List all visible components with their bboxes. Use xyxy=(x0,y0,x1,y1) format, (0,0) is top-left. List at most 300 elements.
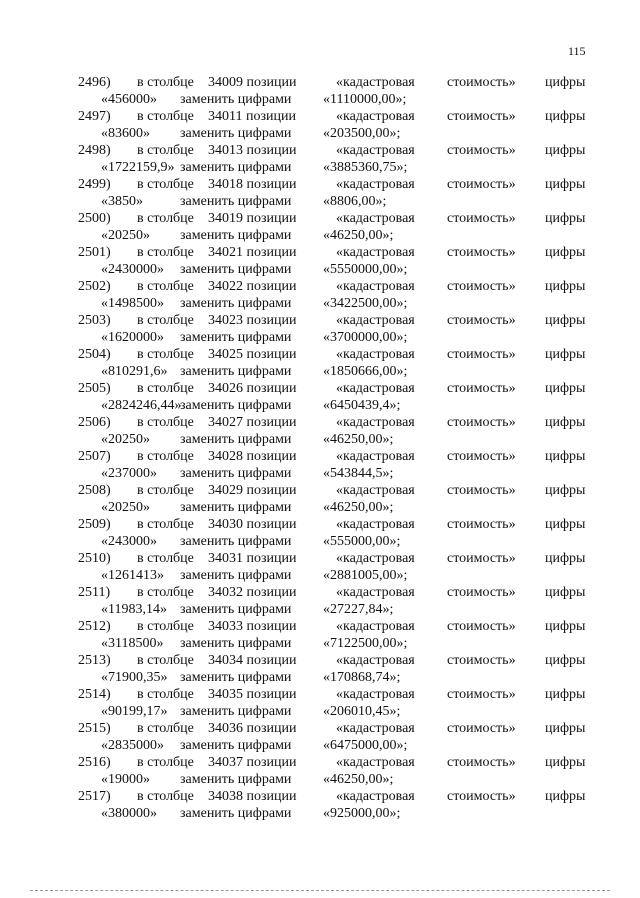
digits-word: цифры xyxy=(545,279,586,294)
value-word: стоимость» xyxy=(447,177,516,192)
replace-phrase: заменить цифрами xyxy=(180,432,292,447)
replace-phrase: заменить цифрами xyxy=(180,160,292,175)
column-number: 34021 xyxy=(208,245,243,260)
column-phrase: в столбце xyxy=(137,279,194,294)
item-number: 2514) xyxy=(78,687,111,702)
position-phrase xyxy=(208,652,297,669)
amendment-line-1 xyxy=(78,516,592,533)
amendment-line-2 xyxy=(78,499,592,516)
column-phrase: в столбце xyxy=(137,245,194,260)
column-number: 34037 xyxy=(208,755,243,770)
position-label: позиции xyxy=(246,551,297,566)
amendment-line-2 xyxy=(78,295,592,312)
position-phrase xyxy=(208,448,297,465)
column-number: 34030 xyxy=(208,517,243,532)
new-value: «46250,00»; xyxy=(323,228,394,243)
item-number: 2506) xyxy=(78,415,111,430)
item-number: 2507) xyxy=(78,449,111,464)
new-value: «46250,00»; xyxy=(323,772,394,787)
new-value: «2881005,00»; xyxy=(323,568,408,583)
amendment-line-2 xyxy=(78,703,592,720)
cadastral-word: «кадастровая xyxy=(336,755,415,770)
footer-divider xyxy=(30,890,610,891)
amendment-line-1 xyxy=(78,584,592,601)
new-value: «555000,00»; xyxy=(323,534,401,549)
value-word: стоимость» xyxy=(447,75,516,90)
digits-word: цифры xyxy=(545,347,586,362)
old-value: «1722159,9» xyxy=(101,160,175,175)
cadastral-word: «кадастровая xyxy=(336,143,415,158)
value-word: стоимость» xyxy=(447,517,516,532)
position-label: позиции xyxy=(246,687,297,702)
item-number: 2508) xyxy=(78,483,111,498)
new-value: «46250,00»; xyxy=(323,500,394,515)
column-phrase: в столбце xyxy=(137,313,194,328)
digits-word: цифры xyxy=(545,517,586,532)
cadastral-word: «кадастровая xyxy=(336,279,415,294)
replace-phrase: заменить цифрами xyxy=(180,738,292,753)
column-phrase: в столбце xyxy=(137,381,194,396)
amendment-item xyxy=(78,210,592,244)
item-number: 2502) xyxy=(78,279,111,294)
new-value: «1850666,00»; xyxy=(323,364,408,379)
position-label: позиции xyxy=(246,279,297,294)
replace-phrase: заменить цифрами xyxy=(180,194,292,209)
amendment-line-1 xyxy=(78,346,592,363)
column-phrase: в столбце xyxy=(137,75,194,90)
position-phrase xyxy=(208,788,297,805)
column-number: 34031 xyxy=(208,551,243,566)
column-phrase: в столбце xyxy=(137,755,194,770)
column-phrase: в столбце xyxy=(137,517,194,532)
amendment-line-2 xyxy=(78,771,592,788)
amendment-line-2 xyxy=(78,533,592,550)
position-phrase xyxy=(208,142,297,159)
new-value: «27227,84»; xyxy=(323,602,394,617)
cadastral-word: «кадастровая xyxy=(336,347,415,362)
digits-word: цифры xyxy=(545,109,586,124)
column-phrase: в столбце xyxy=(137,619,194,634)
position-label: позиции xyxy=(246,347,297,362)
cadastral-word: «кадастровая xyxy=(336,415,415,430)
amendment-line-2 xyxy=(78,465,592,482)
amendment-line-1 xyxy=(78,720,592,737)
new-value: «203500,00»; xyxy=(323,126,401,141)
cadastral-word: «кадастровая xyxy=(336,585,415,600)
column-number: 34018 xyxy=(208,177,243,192)
digits-word: цифры xyxy=(545,211,586,226)
digits-word: цифры xyxy=(545,721,586,736)
cadastral-word: «кадастровая xyxy=(336,75,415,90)
old-value: «810291,6» xyxy=(101,364,168,379)
old-value: «1261413» xyxy=(101,568,164,583)
position-label: позиции xyxy=(246,245,297,260)
amendment-line-1 xyxy=(78,448,592,465)
digits-word: цифры xyxy=(545,687,586,702)
position-phrase xyxy=(208,74,297,91)
position-phrase xyxy=(208,244,297,261)
position-phrase xyxy=(208,210,297,227)
value-word: стоимость» xyxy=(447,687,516,702)
item-number: 2496) xyxy=(78,75,111,90)
amendment-line-2 xyxy=(78,363,592,380)
digits-word: цифры xyxy=(545,551,586,566)
new-value: «5550000,00»; xyxy=(323,262,408,277)
position-phrase xyxy=(208,108,296,125)
column-number: 34023 xyxy=(208,313,243,328)
cadastral-word: «кадастровая xyxy=(336,313,415,328)
position-phrase xyxy=(208,754,297,771)
cadastral-word: «кадастровая xyxy=(336,721,415,736)
item-number: 2505) xyxy=(78,381,111,396)
value-word: стоимость» xyxy=(447,313,516,328)
item-number: 2499) xyxy=(78,177,111,192)
cadastral-word: «кадастровая xyxy=(336,653,415,668)
position-label: позиции xyxy=(246,517,297,532)
amendment-line-1 xyxy=(78,686,592,703)
position-phrase xyxy=(208,550,297,567)
digits-word: цифры xyxy=(545,789,586,804)
column-phrase: в столбце xyxy=(137,143,194,158)
amendment-item xyxy=(78,142,592,176)
position-label: позиции xyxy=(246,789,297,804)
new-value: «6450439,4»; xyxy=(323,398,401,413)
new-value: «925000,00»; xyxy=(323,806,401,821)
column-phrase: в столбце xyxy=(137,347,194,362)
new-value: «206010,45»; xyxy=(323,704,401,719)
old-value: «3118500» xyxy=(101,636,164,651)
old-value: «83600» xyxy=(101,126,150,141)
cadastral-word: «кадастровая xyxy=(336,109,415,124)
amendment-line-2 xyxy=(78,329,592,346)
old-value: «71900,35» xyxy=(101,670,168,685)
amendment-line-1 xyxy=(78,210,592,227)
amendment-item xyxy=(78,720,592,754)
amendment-item xyxy=(78,176,592,210)
cadastral-word: «кадастровая xyxy=(336,619,415,634)
amendment-item xyxy=(78,686,592,720)
position-label: позиции xyxy=(246,619,297,634)
column-number: 34035 xyxy=(208,687,243,702)
value-word: стоимость» xyxy=(447,551,516,566)
column-number: 34028 xyxy=(208,449,243,464)
column-number: 34025 xyxy=(208,347,243,362)
replace-phrase: заменить цифрами xyxy=(180,228,292,243)
amendment-item xyxy=(78,516,592,550)
replace-phrase: заменить цифрами xyxy=(180,636,292,651)
item-number: 2517) xyxy=(78,789,111,804)
amendment-line-1 xyxy=(78,312,592,329)
old-value: «3850» xyxy=(101,194,143,209)
amendment-item xyxy=(78,550,592,584)
value-word: стоимость» xyxy=(447,109,516,124)
old-value: «20250» xyxy=(101,432,150,447)
value-word: стоимость» xyxy=(447,347,516,362)
position-label: позиции xyxy=(246,177,297,192)
item-number: 2501) xyxy=(78,245,111,260)
old-value: «1620000» xyxy=(101,330,164,345)
column-phrase: в столбце xyxy=(137,211,194,226)
digits-word: цифры xyxy=(545,483,586,498)
digits-word: цифры xyxy=(545,177,586,192)
replace-phrase: заменить цифрами xyxy=(180,534,292,549)
column-number: 34032 xyxy=(208,585,243,600)
amendment-line-1 xyxy=(78,788,592,805)
digits-word: цифры xyxy=(545,755,586,770)
amendment-line-1 xyxy=(78,74,592,91)
amendment-line-2 xyxy=(78,91,592,108)
new-value: «7122500,00»; xyxy=(323,636,408,651)
item-number: 2516) xyxy=(78,755,111,770)
amendment-line-1 xyxy=(78,652,592,669)
replace-phrase: заменить цифрами xyxy=(180,670,292,685)
old-value: «237000» xyxy=(101,466,157,481)
amendment-item xyxy=(78,244,592,278)
item-number: 2512) xyxy=(78,619,111,634)
position-phrase xyxy=(208,618,297,635)
digits-word: цифры xyxy=(545,585,586,600)
replace-phrase: заменить цифрами xyxy=(180,126,292,141)
replace-phrase: заменить цифрами xyxy=(180,704,292,719)
cadastral-word: «кадастровая xyxy=(336,483,415,498)
value-word: стоимость» xyxy=(447,415,516,430)
new-value: «8806,00»; xyxy=(323,194,387,209)
position-label: позиции xyxy=(246,313,297,328)
value-word: стоимость» xyxy=(447,483,516,498)
amendment-item xyxy=(78,754,592,788)
column-number: 34033 xyxy=(208,619,243,634)
item-number: 2509) xyxy=(78,517,111,532)
column-phrase: в столбце xyxy=(137,177,194,192)
digits-word: цифры xyxy=(545,449,586,464)
digits-word: цифры xyxy=(545,75,586,90)
value-word: стоимость» xyxy=(447,245,516,260)
amendment-line-1 xyxy=(78,108,592,125)
amendment-line-2 xyxy=(78,261,592,278)
cadastral-word: «кадастровая xyxy=(336,551,415,566)
position-label: позиции xyxy=(246,585,297,600)
amendment-line-1 xyxy=(78,380,592,397)
replace-phrase: заменить цифрами xyxy=(180,262,292,277)
amendment-item xyxy=(78,278,592,312)
amendment-item xyxy=(78,652,592,686)
cadastral-word: «кадастровая xyxy=(336,449,415,464)
amendments-list xyxy=(78,74,592,822)
value-word: стоимость» xyxy=(447,585,516,600)
value-word: стоимость» xyxy=(447,449,516,464)
value-word: стоимость» xyxy=(447,279,516,294)
new-value: «543844,5»; xyxy=(323,466,394,481)
item-number: 2503) xyxy=(78,313,111,328)
old-value: «20250» xyxy=(101,500,150,515)
value-word: стоимость» xyxy=(447,789,516,804)
amendment-line-1 xyxy=(78,244,592,261)
new-value: «170868,74»; xyxy=(323,670,401,685)
value-word: стоимость» xyxy=(447,721,516,736)
position-label: позиции xyxy=(245,109,296,124)
old-value: «11983,14» xyxy=(101,602,167,617)
column-number: 34011 xyxy=(208,109,243,124)
column-phrase: в столбце xyxy=(137,483,194,498)
amendment-item xyxy=(78,448,592,482)
column-number: 34013 xyxy=(208,143,243,158)
item-number: 2504) xyxy=(78,347,111,362)
position-phrase xyxy=(208,584,297,601)
value-word: стоимость» xyxy=(447,381,516,396)
amendment-line-1 xyxy=(78,176,592,193)
position-label: позиции xyxy=(246,483,297,498)
digits-word: цифры xyxy=(545,143,586,158)
position-label: позиции xyxy=(246,415,297,430)
item-number: 2513) xyxy=(78,653,111,668)
page-number: 115 xyxy=(568,44,586,58)
amendment-item xyxy=(78,74,592,108)
column-phrase: в столбце xyxy=(137,415,194,430)
position-phrase xyxy=(208,278,297,295)
item-number: 2515) xyxy=(78,721,111,736)
value-word: стоимость» xyxy=(447,619,516,634)
amendment-item xyxy=(78,380,592,414)
position-label: позиции xyxy=(246,755,297,770)
digits-word: цифры xyxy=(545,653,586,668)
replace-phrase: заменить цифрами xyxy=(180,772,292,787)
digits-word: цифры xyxy=(545,415,586,430)
column-phrase: в столбце xyxy=(137,585,194,600)
new-value: «3422500,00»; xyxy=(323,296,408,311)
column-number: 34034 xyxy=(208,653,243,668)
replace-phrase: заменить цифрами xyxy=(180,500,292,515)
position-phrase xyxy=(208,380,297,397)
column-phrase: в столбце xyxy=(137,653,194,668)
digits-word: цифры xyxy=(545,381,586,396)
position-label: позиции xyxy=(246,143,297,158)
value-word: стоимость» xyxy=(447,755,516,770)
old-value: «19000» xyxy=(101,772,150,787)
column-phrase: в столбце xyxy=(137,789,194,804)
amendment-line-1 xyxy=(78,278,592,295)
new-value: «6475000,00»; xyxy=(323,738,408,753)
amendment-line-1 xyxy=(78,482,592,499)
column-phrase: в столбце xyxy=(137,721,194,736)
position-label: позиции xyxy=(246,211,297,226)
amendment-line-1 xyxy=(78,550,592,567)
replace-phrase: заменить цифрами xyxy=(180,330,292,345)
amendment-item xyxy=(78,584,592,618)
amendment-line-2 xyxy=(78,125,592,142)
cadastral-word: «кадастровая xyxy=(336,687,415,702)
position-label: позиции xyxy=(246,721,297,736)
item-number: 2510) xyxy=(78,551,111,566)
old-value: «1498500» xyxy=(101,296,164,311)
position-phrase xyxy=(208,312,297,329)
amendment-item xyxy=(78,414,592,448)
amendment-line-2 xyxy=(78,669,592,686)
old-value: «380000» xyxy=(101,806,157,821)
column-number: 34038 xyxy=(208,789,243,804)
amendment-item xyxy=(78,312,592,346)
replace-phrase: заменить цифрами xyxy=(180,602,292,617)
cadastral-word: «кадастровая xyxy=(336,211,415,226)
position-label: позиции xyxy=(246,653,297,668)
cadastral-word: «кадастровая xyxy=(336,789,415,804)
amendment-line-2 xyxy=(78,227,592,244)
amendment-line-2 xyxy=(78,193,592,210)
replace-phrase: заменить цифрами xyxy=(180,568,292,583)
replace-phrase: заменить цифрами xyxy=(180,806,292,821)
old-value: «2430000» xyxy=(101,262,164,277)
amendment-line-1 xyxy=(78,414,592,431)
column-number: 34029 xyxy=(208,483,243,498)
new-value: «3885360,75»; xyxy=(323,160,408,175)
cadastral-word: «кадастровая xyxy=(336,177,415,192)
new-value: «1110000,00»; xyxy=(323,92,407,107)
value-word: стоимость» xyxy=(447,211,516,226)
old-value: «2835000» xyxy=(101,738,164,753)
position-phrase xyxy=(208,482,297,499)
column-number: 34036 xyxy=(208,721,243,736)
old-value: «243000» xyxy=(101,534,157,549)
amendment-line-2 xyxy=(78,397,592,414)
old-value: «2824246,44» xyxy=(101,398,182,413)
column-number: 34026 xyxy=(208,381,243,396)
digits-word: цифры xyxy=(545,245,586,260)
column-phrase: в столбце xyxy=(137,449,194,464)
digits-word: цифры xyxy=(545,619,586,634)
column-phrase: в столбце xyxy=(137,109,194,124)
new-value: «46250,00»; xyxy=(323,432,394,447)
amendment-line-2 xyxy=(78,567,592,584)
column-number: 34009 xyxy=(208,75,243,90)
amendment-line-1 xyxy=(78,754,592,771)
position-phrase xyxy=(208,686,297,703)
position-phrase xyxy=(208,516,297,533)
column-phrase: в столбце xyxy=(137,551,194,566)
replace-phrase: заменить цифрами xyxy=(180,92,292,107)
item-number: 2511) xyxy=(78,585,111,600)
value-word: стоимость» xyxy=(447,653,516,668)
cadastral-word: «кадастровая xyxy=(336,517,415,532)
value-word: стоимость» xyxy=(447,143,516,158)
column-number: 34019 xyxy=(208,211,243,226)
replace-phrase: заменить цифрами xyxy=(180,466,292,481)
position-phrase xyxy=(208,414,297,431)
cadastral-word: «кадастровая xyxy=(336,381,415,396)
amendment-line-1 xyxy=(78,142,592,159)
cadastral-word: «кадастровая xyxy=(336,245,415,260)
amendment-line-2 xyxy=(78,805,592,822)
amendment-item xyxy=(78,788,592,822)
column-number: 34022 xyxy=(208,279,243,294)
replace-phrase: заменить цифрами xyxy=(180,296,292,311)
amendment-line-2 xyxy=(78,159,592,176)
replace-phrase: заменить цифрами xyxy=(180,398,292,413)
amendment-item xyxy=(78,108,592,142)
item-number: 2500) xyxy=(78,211,111,226)
amendment-line-2 xyxy=(78,635,592,652)
old-value: «20250» xyxy=(101,228,150,243)
amendment-line-1 xyxy=(78,618,592,635)
amendment-line-2 xyxy=(78,431,592,448)
column-number: 34027 xyxy=(208,415,243,430)
position-phrase xyxy=(208,176,297,193)
position-label: позиции xyxy=(246,381,297,396)
amendment-line-2 xyxy=(78,737,592,754)
amendment-line-2 xyxy=(78,601,592,618)
amendment-item xyxy=(78,482,592,516)
new-value: «3700000,00»; xyxy=(323,330,408,345)
digits-word: цифры xyxy=(545,313,586,328)
item-number: 2497) xyxy=(78,109,111,124)
